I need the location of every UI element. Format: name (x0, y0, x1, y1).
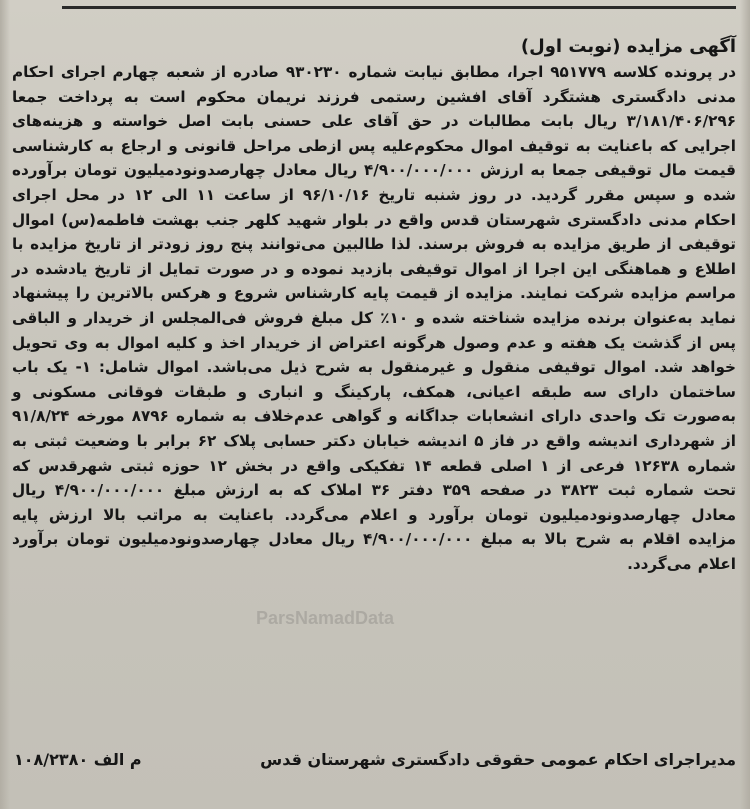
paper-edge-right (740, 0, 750, 809)
notice-content (12, 34, 736, 576)
notice-reference: م الف ۱۰۸/۲۳۸۰ (14, 750, 142, 769)
notice-body: در پرونده کلاسه ۹۵۱۷۷۹ اجرا، مطابق نیابت شماره ۹۳۰۲۳۰ صادره از شعبه چهارم اجرای احکام مدنی دادگستری هشتگرد آقای افشین رستمی فرزند نریمان محکوم است به پرداخت جمعا ۳/۱۸۱/۴۰۶/۲۹۶ ریال بابت مطالبات در حق آقای علی حسنی بابت اصل خواسته و هزینه‌های اجرایی که باعنایت به توقیف اموال محکوم‌علیه پس ازطی مراحل قانونی و ارجاع به کارشناسی قیمت مال توقیفی جمعا به ارزش ۴/۹۰۰/۰۰۰/۰۰۰ ریال معادل چهارصدونودمیلیون تومان برآورده شده و سپس مقرر گردید. در روز شنبه تاریخ ۹۶/۱۰/۱۶ از ساعت ۱۱ الی ۱۲ در محل اجرای احکام مدنی دادگستری شهرستان قدس واقع در بلوار شهید کلهر جنب بهشت فاطمه(س) اموال توقیفی از طریق مزایده به فروش برسند. لذا طالبین می‌توانند پنج روز زودتر از تاریخ مزایده با اطلاع و هماهنگی این اجرا از اموال توقیفی بازدید نموده و در صورت تمایل از تاریخ یادشده در مراسم مزایده شرکت نمایند. مزایده از قیمت پایه کارشناس شروع و هرکس بالاترین را پیشنهاد نماید به‌عنوان برنده مزایده شناخته شده و ۱۰٪ کل مبلغ فروش فی‌المجلس از خریدار و الباقی پس از گذشت یک هفته و عدم وصول هرگونه اعتراض از خریدار اخذ و کلیه اموال به وی تحویل خواهد شد. اموال توقیفی منقول و غیرمنقول به شرح ذیل می‌باشد. اموال شامل: ۱- یک باب ساختمان دارای سه طبقه اعیانی، همکف، پارکینگ و انباری و طبقات فوقانی مسکونی و به‌صورت تک واحدی دارای انشعابات جداگانه و گواهی عدم‌خلاف به شماره ۸۷۹۶ مورخه ۹۱/۸/۲۴ از شهرداری اندیشه واقع در فاز ۵ اندیشه خیابان دکتر حسابی پلاک ۶۲ برابر با وضعیت ثبتی به شماره ۱۲۶۳۸ فرعی از ۱ اصلی قطعه ۱۴ تفکیکی واقع در بخش ۱۲ حوزه ثبتی شهرقدس که تحت شماره ثبت ۳۸۲۳ در صفحه ۳۵۹ دفتر ۳۶ املاک که به ارزش مبلغ ۴/۹۰۰/۰۰۰/۰۰۰ ریال معادل چهارصدونودمیلیون تومان برآورد و اعلام می‌گردد. باعنایت به مراتب بالا ارزش پایه مزایده اقلام به شرح بالا به مبلغ ۴/۹۰۰/۰۰۰/۰۰۰ ریال معادل چهارصدونودمیلیون تومان برآورد اعلام می‌گردد. (12, 63, 736, 573)
watermark-logo (250, 598, 400, 638)
notice-footer (14, 747, 736, 773)
paper-edge-left (0, 0, 10, 809)
svg-text:ParsNamadData: ParsNamadData (255, 608, 395, 628)
notice-title: آگهی مزایده (نوبت اول) (520, 36, 736, 57)
top-rule (62, 6, 736, 9)
notice-signature: مدیراجرای احکام عمومی حقوقی دادگستری شهرستان قدس (260, 750, 736, 769)
